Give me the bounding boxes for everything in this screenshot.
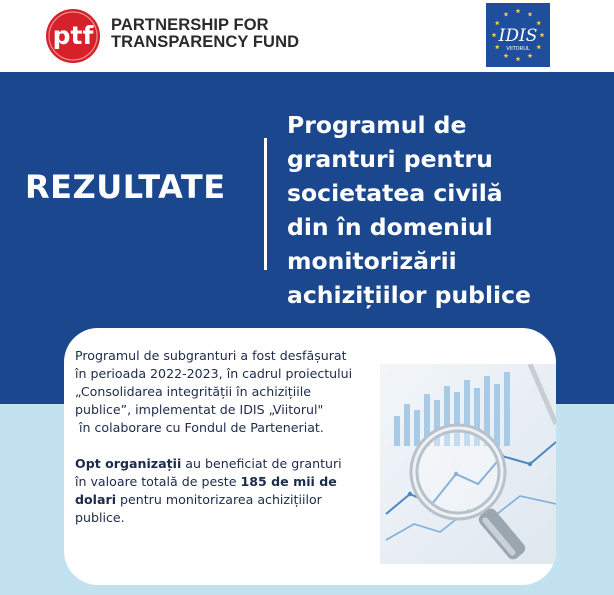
paragraph1-line: Programul de subgranturi a fost desfășurat — [75, 348, 347, 363]
paragraph2-text: au beneficiat de granturi — [181, 456, 342, 471]
rezultate-heading: REZULTATE — [25, 168, 226, 206]
ptf-organization-name — [111, 17, 299, 51]
program-title-line: monitorizării — [287, 247, 457, 275]
paragraph1-line: „Consolidarea integrității în achizițiile — [75, 384, 311, 399]
paragraph1-line: în perioada 2022-2023, în cadrul proiectului — [75, 366, 353, 381]
paragraph2-line — [75, 473, 405, 491]
ptf-name-line: TRANSPARENCY FUND — [111, 33, 300, 51]
paragraph2-text: în valoare totală de peste — [75, 474, 241, 489]
organizations-count: Opt organizații — [75, 456, 182, 471]
paragraph1-line: publice”, implementat de IDIS „Viitorul" — [75, 402, 324, 417]
info-card — [64, 328, 556, 585]
paragraph2-line — [75, 491, 405, 509]
grant-amount: 185 de mii de — [240, 474, 337, 489]
paragraph2-line: publice. — [75, 510, 125, 525]
idis-logo-subtext: VIITORUL — [506, 46, 530, 52]
program-title-line: Programul de — [287, 111, 467, 139]
program-title-line: granturi pentru — [287, 145, 493, 173]
ptf-logo-text: ptf — [52, 21, 94, 50]
program-title-line: din în domeniul — [287, 213, 493, 241]
idis-logo-text: IDIS — [498, 26, 538, 46]
program-title — [287, 108, 607, 312]
paragraph2-text: pentru monitorizarea achizițiilor — [116, 492, 322, 507]
program-title-line: achizițiilor publice — [287, 281, 531, 309]
idis-logo-icon — [486, 3, 550, 67]
ptf-logo-icon — [42, 8, 104, 64]
paragraph2-line — [75, 455, 405, 473]
vertical-divider — [264, 138, 267, 270]
program-title-line: societatea civilă — [287, 179, 503, 207]
card-description — [75, 347, 405, 527]
ptf-name-line: PARTNERSHIP FOR — [111, 16, 269, 34]
magnifier-chart-icon — [380, 364, 556, 564]
grant-currency: dolari — [75, 492, 117, 507]
header — [0, 0, 614, 72]
paragraph1-line: în colaborare cu Fondul de Parteneriat. — [75, 420, 324, 435]
